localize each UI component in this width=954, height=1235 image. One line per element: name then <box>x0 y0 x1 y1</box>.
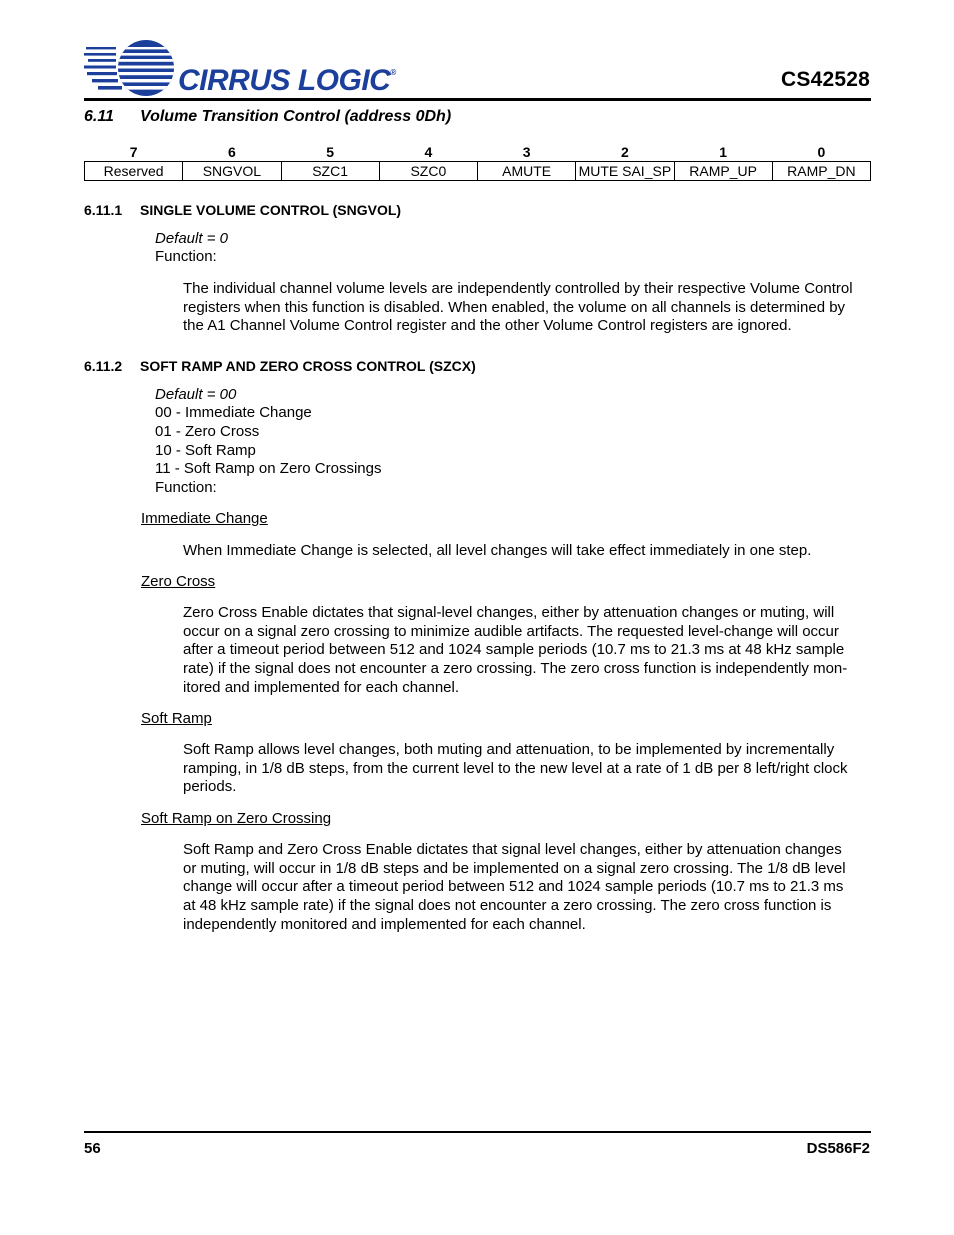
text-line: Soft Ramp allows level changes, both muting and attenuation, to be implemented by incrementally <box>183 741 835 758</box>
bit-number-row <box>85 143 871 162</box>
function-label: Function: <box>155 248 217 265</box>
soft-ramp-zero-crossing-description <box>183 841 873 935</box>
field-name-row <box>85 162 871 181</box>
option-item: 00 - Immediate Change <box>155 404 312 421</box>
sngvol-description <box>183 280 873 336</box>
text-line: Zero Cross Enable dictates that signal-level changes, either by attenuation changes or muting, will <box>183 604 835 621</box>
text-line: change will occur after a timeout period between 512 and 1024 sample periods (10.7 ms to 21.3 ms <box>183 878 844 896</box>
option-item: 01 - Zero Cross <box>155 423 260 440</box>
logo-wordmark: CIRRUS LOGIC® <box>178 64 396 97</box>
text-line: Soft Ramp and Zero Cross Enable dictates that signal level changes, either by attenuation changes <box>183 841 842 858</box>
option-item: 10 - Soft Ramp <box>155 442 256 459</box>
text-line: at 48 kHz sample rate) if the signal does not encounter a zero crossing. The zero cross function is <box>183 897 832 915</box>
bit-number: 0 <box>817 144 826 160</box>
text-line: independently monitored and implemented for each channel. <box>183 915 586 933</box>
soft-ramp-heading: Soft Ramp <box>141 710 212 727</box>
subsection-title: SINGLE VOLUME CONTROL (SNGVOL) <box>140 202 402 218</box>
subsection-title: SOFT RAMP AND ZERO CROSS CONTROL (SZCX) <box>140 358 476 374</box>
text-line: occur on a signal zero crossing to minimize audible artifacts. The requested level-change will occur <box>183 622 839 640</box>
header-rule <box>84 98 871 101</box>
text-line: the A1 Channel Volume Control register and the other Volume Control registers are ignored. <box>183 317 792 335</box>
default-value: Default = 00 <box>155 386 237 403</box>
register-table <box>84 143 871 181</box>
logo-swoosh-icon <box>84 38 184 100</box>
register-field: Reserved <box>85 162 183 181</box>
immediate-change-heading: Immediate Change <box>141 510 268 527</box>
register-field: MUTE SAI_SP <box>576 162 674 181</box>
register-field: SZC1 <box>281 162 379 181</box>
page-number: 56 <box>84 1140 101 1157</box>
subsection-heading-szcx <box>84 358 476 374</box>
text-line: The individual channel volume levels are independently controlled by their respective Volume Control <box>183 280 853 297</box>
subsection-number: 6.11.2 <box>84 358 123 374</box>
text-line: When Immediate Change is selected, all level changes will take effect immediately in one step. <box>183 542 812 559</box>
text-line: after a timeout period between 512 and 1024 sample periods (10.7 ms to 21.3 ms at 48 kHz sample <box>183 641 845 659</box>
footer-rule <box>84 1131 871 1133</box>
section-title <box>84 108 451 126</box>
part-number: CS42528 <box>781 68 870 91</box>
bit-number: 7 <box>129 144 138 160</box>
zero-cross-heading: Zero Cross <box>141 573 216 590</box>
section-number: 6.11 <box>84 108 114 125</box>
default-value: Default = 0 <box>155 230 228 247</box>
immediate-change-description <box>183 542 873 561</box>
bit-number: 4 <box>424 144 433 160</box>
subsection-number: 6.11.1 <box>84 202 123 218</box>
register-field: RAMP_UP <box>674 162 772 181</box>
text-line: registers when this function is disabled. When enabled, the volume on all channels is determined by <box>183 298 846 316</box>
text-line: rate) if the signal does not encounter a zero crossing. The zero cross function is independently mon- <box>183 660 848 678</box>
bit-number: 3 <box>522 144 531 160</box>
soft-ramp-description <box>183 741 873 797</box>
option-item: 11 - Soft Ramp on Zero Crossings <box>155 460 382 477</box>
text-line: periods. <box>183 778 237 796</box>
soft-ramp-zero-crossing-heading: Soft Ramp on Zero Crossing <box>141 810 332 827</box>
document-id: DS586F2 <box>806 1140 870 1157</box>
register-field: SNGVOL <box>183 162 281 181</box>
bit-number: 5 <box>326 144 335 160</box>
text-line: ramping, in 1/8 dB steps, from the current level to the new level at a rate of 1 dB per 8 left/right clock <box>183 759 848 777</box>
register-field: AMUTE <box>478 162 576 181</box>
text-line: or muting, will occur in 1/8 dB steps and be implemented on a signal zero crossing. The 1/8 dB level <box>183 859 846 877</box>
function-label: Function: <box>155 479 217 496</box>
section-title-text: Volume Transition Control (address 0Dh) <box>140 108 452 125</box>
bit-number: 1 <box>719 144 728 160</box>
bit-number: 2 <box>620 144 629 160</box>
bit-number: 6 <box>227 144 236 160</box>
text-line: itored and implemented for each channel. <box>183 678 460 696</box>
register-field: SZC0 <box>379 162 477 181</box>
zero-cross-description <box>183 604 873 698</box>
subsection-heading-sngvol <box>84 202 401 218</box>
cirrus-logic-logo <box>84 38 404 100</box>
register-field: RAMP_DN <box>772 162 870 181</box>
